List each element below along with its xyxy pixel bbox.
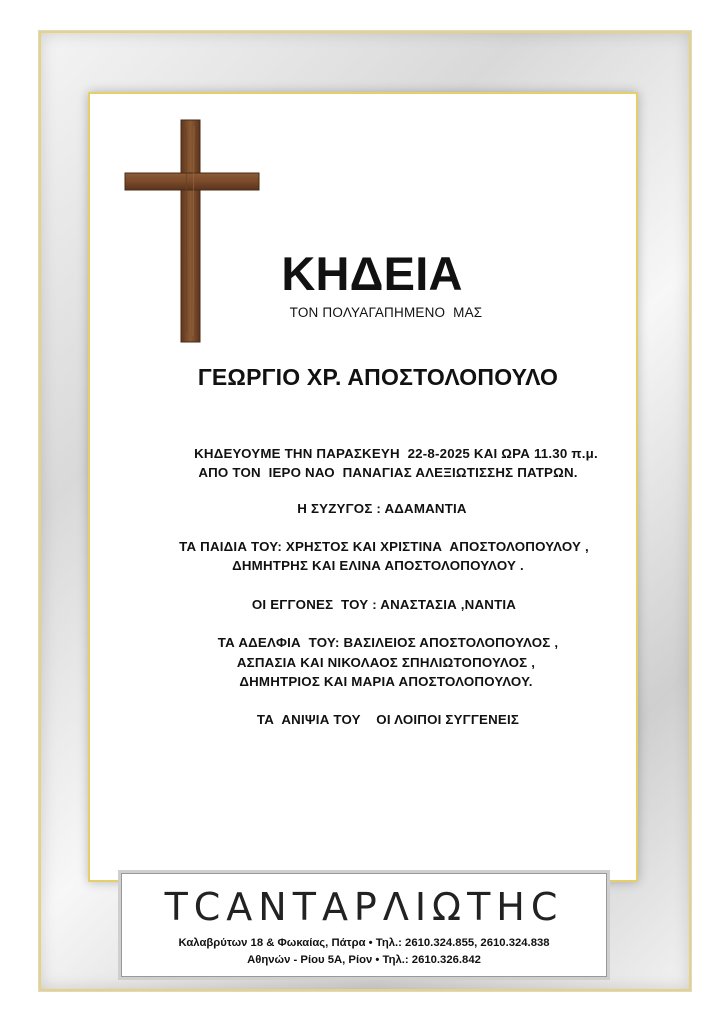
siblings-line-3: ΔΗΜΗΤΡΙΟΣ ΚΑΙ ΜΑΡΙΑ ΑΠΟΣΤΟΛΟΠΟΥΛΟΥ. bbox=[239, 674, 533, 689]
children-line-1: ΤΑ ΠΑΙΔΙΑ ΤΟΥ: ΧΡΗΣΤΟΣ ΚΑΙ ΧΡΙΣΤΙΝΑ ΑΠΟΣΤΟΛΟΠΟΥΛΟΥ , bbox=[179, 539, 589, 554]
children-line-2: ΔΗΜΗΤΡΗΣ ΚΑΙ ΕΛΙΝΑ ΑΠΟΣΤΟΛΟΠΟΥΛΟΥ . bbox=[232, 558, 524, 573]
siblings-line-2: ΑΣΠΑΣΙΑ ΚΑΙ ΝΙΚΟΛΑΟΣ ΣΠΗΛΙΩΤΟΠΟΥΛΟΣ , bbox=[236, 655, 536, 670]
siblings-line-1: ΤΑ ΑΔΕΛΦΙΑ ΤΟΥ: ΒΑΣΙΛΕΙΟΣ ΑΠΟΣΤΟΛΟΠΟΥΛΟΣ , bbox=[217, 635, 559, 650]
address-line-2: Αθηνών - Ρίου 5Α, Ρίον • Τηλ.: 2610.326.842 bbox=[247, 954, 481, 966]
address-line-1: Καλαβρύτων 18 & Φωκαίας, Πάτρα • Τηλ.: 2610.324.855, 2610.324.838 bbox=[178, 937, 550, 949]
spouse-line: Η ΣΥΖΥΓΟΣ : ΑΔΑΜΑΝΤΙΑ bbox=[297, 501, 467, 516]
deceased-name: ΓΕΩΡΓΙΟ ΧΡ. ΑΠΟΣΤΟΛΟΠΟΥΛΟ bbox=[197, 364, 559, 390]
funeral-home-box bbox=[118, 870, 610, 980]
relatives-line: ΤΑ ΑΝΙΨΙΑ ΤΟΥ ΟΙ ΛΟΙΠΟΙ ΣΥΓΓΕΝΕΙΣ bbox=[256, 712, 520, 727]
church-line: ΑΠΟ ΤΟΝ ΙΕΡΟ ΝΑΟ ΠΑΝΑΓΙΑΣ ΑΛΕΞΙΩΤΙΣΣΗΣ ΠΑΤΡΩΝ. bbox=[198, 465, 578, 480]
grandchildren-line: ΟΙ ΕΓΓΟΝΕΣ ΤΟΥ : ΑΝΑΣΤΑΣΙΑ ,ΝΑΝΤΙΑ bbox=[251, 597, 517, 612]
funeral-home-logo: ΤCΑΝΤΑΡΛΙΩΤΗC bbox=[164, 885, 564, 929]
funeral-date-line: ΚΗΔΕΥΟΥΜΕ ΤΗΝ ΠΑΡΑΣΚΕΥΗ 22-8-2025 ΚΑΙ ΩΡΑ 11.30 π.μ. bbox=[194, 446, 598, 461]
subheading: ΤΟΝ ΠΟΛΥΑΓΑΠΗΜΕΝΟ ΜΑΣ bbox=[289, 305, 483, 320]
heading: ΚΗΔΕΙΑ bbox=[281, 247, 463, 300]
